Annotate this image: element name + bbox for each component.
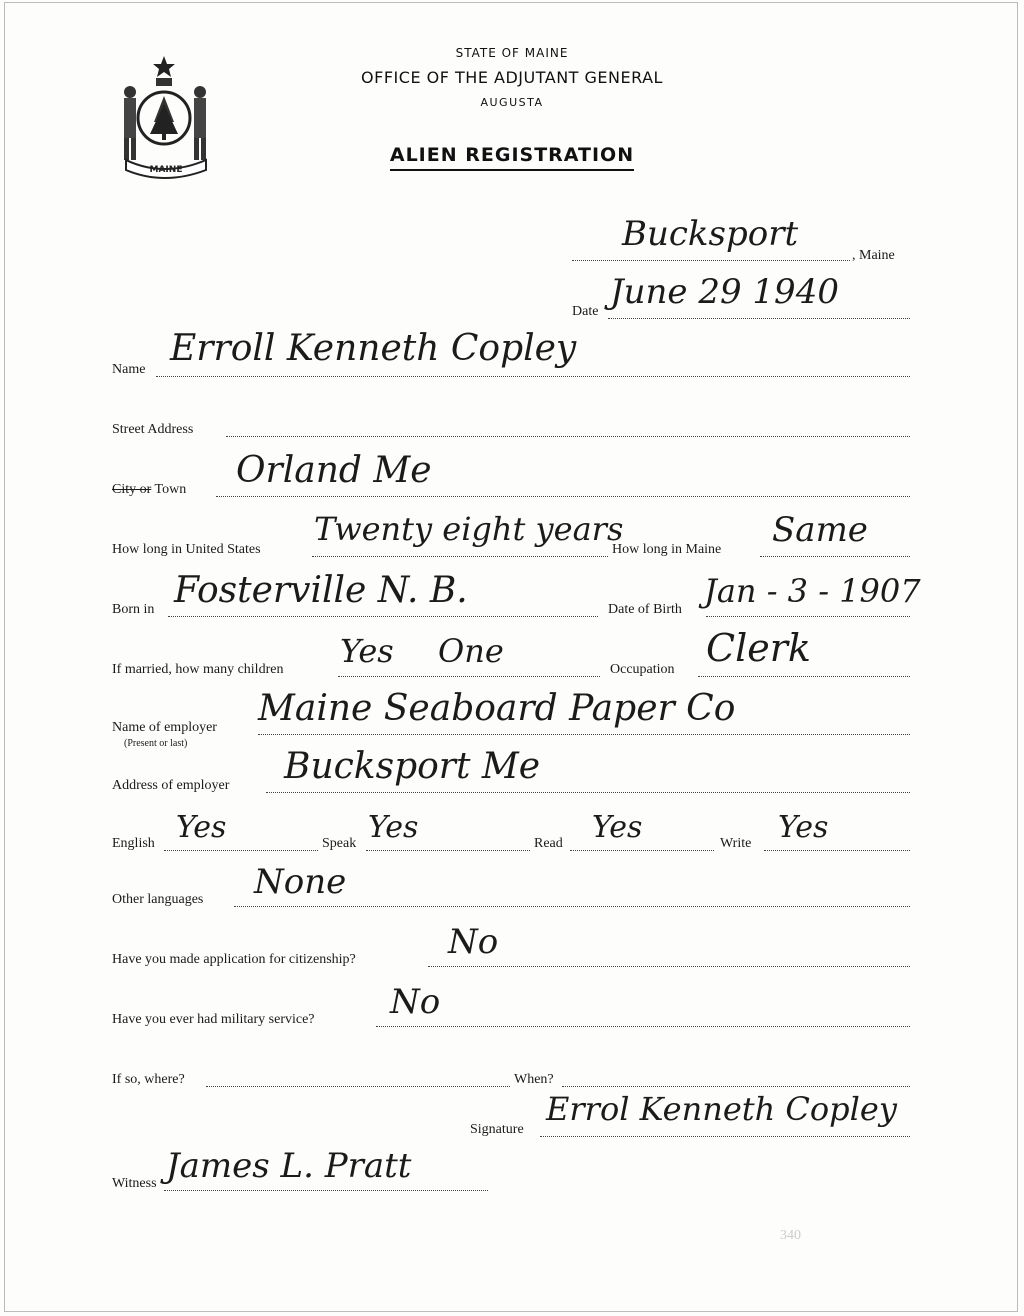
name-value: Erroll Kenneth Copley: [170, 328, 577, 369]
town-value: Orland Me: [236, 450, 432, 491]
date-of-birth-value: Jan - 3 - 1907: [704, 572, 921, 610]
name-label: Name: [112, 362, 146, 377]
employer-name-line: [258, 734, 910, 735]
when-line: [562, 1086, 910, 1087]
other-languages-label: Other languages: [112, 892, 204, 907]
english-line: [164, 850, 318, 851]
date-of-birth-line: [706, 616, 910, 617]
how-long-maine-line: [760, 556, 910, 557]
witness-label: Witness: [112, 1176, 157, 1191]
employer-address-line: [266, 792, 910, 793]
witness-line: [164, 1190, 488, 1191]
occupation-label: Occupation: [610, 662, 675, 677]
speak-value: Yes: [368, 810, 419, 845]
children-value: One: [438, 632, 504, 670]
date-label: Date: [572, 304, 599, 319]
employer-name-label: Name of employer: [112, 720, 217, 735]
signature-label: Signature: [470, 1122, 524, 1137]
english-value: Yes: [176, 810, 227, 845]
if-so-where-line: [206, 1086, 510, 1087]
street-address-label: Street Address: [112, 422, 194, 437]
military-line: [376, 1026, 910, 1027]
date-of-birth-label: Date of Birth: [608, 602, 682, 617]
read-label: Read: [534, 836, 563, 851]
street-address-line: [226, 436, 910, 437]
married-children-line: [338, 676, 600, 677]
name-line: [156, 376, 910, 377]
born-in-label: Born in: [112, 602, 155, 617]
header-state: STATE OF MAINE: [455, 46, 569, 60]
when-label: When?: [514, 1072, 554, 1087]
town-label: City or Town: [112, 482, 187, 497]
signature-line: [540, 1136, 910, 1137]
header-city: AUGUSTA: [480, 96, 544, 109]
employer-address-value: Bucksport Me: [284, 746, 541, 787]
form-title: ALIEN REGISTRATION: [0, 144, 1024, 166]
speak-line: [366, 850, 530, 851]
write-label: Write: [720, 836, 752, 851]
write-line: [764, 850, 910, 851]
employer-address-label: Address of employer: [112, 778, 230, 793]
speak-label: Speak: [322, 836, 357, 851]
married-children-label: If married, how many children: [112, 662, 284, 677]
place-line: [572, 260, 850, 261]
other-languages-line: [234, 906, 910, 907]
occupation-line: [698, 676, 910, 677]
military-label: Have you ever had military service?: [112, 1012, 315, 1027]
other-languages-value: None: [254, 862, 347, 902]
place-value: Bucksport: [622, 214, 799, 254]
married-value: Yes: [340, 632, 394, 670]
header-office: OFFICE OF THE ADJUTANT GENERAL: [361, 68, 663, 87]
military-value: No: [390, 982, 441, 1022]
town-line: [216, 496, 910, 497]
born-in-value: Fosterville N. B.: [174, 570, 468, 611]
archive-stamp: 340: [780, 1228, 801, 1243]
citizenship-line: [428, 966, 910, 967]
date-value: June 29 1940: [610, 272, 839, 312]
witness-value: James L. Pratt: [166, 1146, 412, 1186]
citizenship-value: No: [448, 922, 499, 962]
seal-text: MAINE: [149, 165, 183, 175]
born-in-line: [168, 616, 598, 617]
occupation-value: Clerk: [706, 626, 811, 670]
how-long-maine-label: How long in Maine: [612, 542, 722, 557]
if-so-where-label: If so, where?: [112, 1072, 185, 1087]
how-long-us-label: How long in United States: [112, 542, 261, 557]
maine-label: , Maine: [852, 248, 895, 263]
read-line: [570, 850, 714, 851]
how-long-us-line: [312, 556, 608, 557]
date-line: [608, 318, 910, 319]
employer-name-value: Maine Seaboard Paper Co: [258, 688, 736, 729]
english-label: English: [112, 836, 155, 851]
signature-value: Errol Kenneth Copley: [546, 1090, 897, 1128]
citizenship-label: Have you made application for citizenship?: [112, 952, 356, 967]
read-value: Yes: [592, 810, 643, 845]
employer-note: (Present or last): [124, 738, 188, 749]
how-long-us-value: Twenty eight years: [314, 510, 624, 548]
how-long-maine-value: Same: [772, 510, 868, 550]
write-value: Yes: [778, 810, 829, 845]
